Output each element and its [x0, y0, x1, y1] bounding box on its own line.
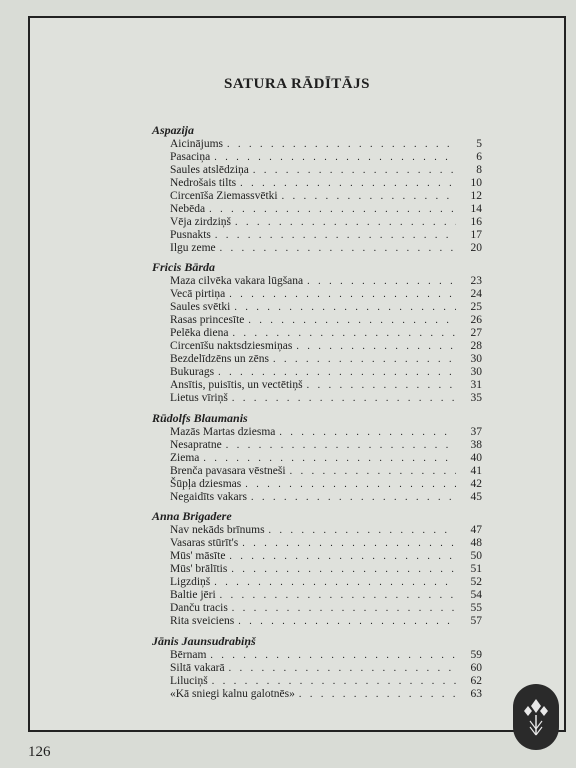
entry-title: Lietus vīriņš: [170, 391, 228, 404]
dot-leader: [307, 276, 456, 289]
entry-title: Bezdelīdzēns un zēns: [170, 353, 269, 366]
entry-title: Rasas princesīte: [170, 314, 245, 327]
toc-section: [152, 123, 482, 254]
dot-leader: [227, 139, 456, 152]
entry-title: «Kā sniegi kalnu galotnēs»: [170, 687, 295, 700]
toc-section: [152, 260, 482, 404]
dot-leader: [229, 663, 456, 676]
toc-entry: [170, 576, 482, 589]
toc-entry: [170, 190, 482, 203]
toc-entry: [170, 275, 482, 288]
author-heading: Aspazija: [152, 123, 195, 137]
toc-entry: [170, 164, 482, 177]
toc-entry: [170, 314, 482, 327]
toc-entry: [170, 216, 482, 229]
entry-page-number: 31: [470, 378, 482, 391]
author-heading: Anna Brigadere: [152, 509, 232, 524]
dot-leader: [245, 479, 456, 492]
toc-entry: [170, 392, 482, 405]
entry-title: Siltā vakarā: [170, 661, 225, 674]
entry-page-number: 24: [470, 288, 482, 301]
entry-page-number: 55: [470, 602, 482, 615]
dot-leader: [215, 230, 456, 243]
dot-leader: [229, 289, 456, 302]
entry-title: Ligzdiņš: [170, 576, 211, 589]
dot-leader: [251, 492, 456, 505]
toc-entry: [170, 491, 482, 504]
toc-section: [152, 634, 482, 701]
entry-title: Baltie jēri: [170, 589, 216, 602]
entry-page-number: 28: [470, 340, 482, 353]
toc-entry: [170, 301, 482, 314]
dot-leader: [209, 204, 456, 217]
dot-leader: [299, 689, 456, 702]
entry-title: Negaidīts vakars: [170, 490, 247, 503]
table-of-contents: [152, 123, 482, 707]
entry-page-number: 47: [470, 524, 482, 537]
dot-leader: [214, 577, 456, 590]
entry-page-number: 20: [470, 241, 482, 254]
entry-title: Mūs' brālītis: [170, 563, 228, 576]
entry-title: Ziema: [170, 451, 200, 464]
entry-title: Mūs' māsīte: [170, 550, 226, 563]
entry-title: Ilgu zeme: [170, 241, 216, 254]
entry-page-number: 5: [476, 138, 482, 150]
toc-entry: [170, 452, 482, 465]
dot-leader: [235, 217, 456, 230]
dot-leader: [238, 616, 456, 629]
toc-entry: [170, 327, 482, 340]
toc-entry: [170, 550, 482, 563]
entry-title: Pelēka diena: [170, 327, 229, 340]
entry-title: Rita sveiciens: [170, 615, 235, 627]
page-title: SATURA RĀDĪTĀJS: [223, 76, 370, 92]
toc-entry: [170, 615, 482, 628]
entry-title: Nesapratne: [170, 438, 222, 451]
toc-entry: [170, 649, 482, 662]
entry-page-number: 6: [476, 150, 482, 163]
entry-title: Saules svētki: [170, 301, 231, 314]
dot-leader: [234, 302, 456, 315]
author-heading: Jānis Jaunsudrabiņš: [152, 633, 256, 648]
entry-title: Pusnakts: [170, 228, 211, 241]
entry-page-number: 60: [470, 661, 482, 674]
toc-entry: [170, 662, 482, 675]
entry-title: Circenīšu naktsdziesmiņas: [170, 340, 293, 353]
dot-leader: [226, 440, 456, 453]
entry-title: Vecā pirtiņa: [170, 288, 226, 301]
toc-entry: [170, 675, 482, 688]
entry-title: Vasaras stūrīt's: [170, 537, 239, 550]
dot-leader: [232, 393, 456, 406]
entry-page-number: 14: [470, 202, 482, 215]
entry-page-number: 30: [470, 353, 482, 366]
toc-entry: [170, 138, 482, 151]
entry-page-number: 62: [470, 674, 482, 687]
entry-page-number: 25: [470, 301, 482, 314]
entry-page-number: 41: [470, 464, 482, 477]
toc-section: [152, 411, 482, 504]
dot-leader: [296, 341, 456, 354]
entry-page-number: 51: [470, 563, 482, 576]
entry-title: Bukurags: [170, 366, 215, 378]
toc-entry: [170, 379, 482, 392]
toc-entry: [170, 478, 482, 491]
dot-leader: [229, 551, 456, 564]
entry-page-number: 42: [470, 477, 482, 490]
toc-entry: [170, 524, 482, 537]
toc-entry: [170, 353, 482, 366]
entry-page-number: 59: [470, 648, 482, 661]
toc-section: [152, 509, 482, 628]
entry-title: Nedrošais tilts: [170, 176, 237, 189]
entry-title: Nebēda: [170, 202, 206, 215]
toc-entry: [170, 688, 482, 701]
toc-entry: [170, 151, 482, 164]
entry-page-number: 27: [470, 327, 482, 340]
toc-entry: [170, 602, 482, 615]
toc-entry: [170, 563, 482, 576]
toc-entry: [170, 203, 482, 216]
entry-page-number: 37: [470, 425, 482, 438]
page-frame: [28, 16, 566, 732]
author-heading: Fricis Bārda: [152, 260, 216, 275]
dot-leader: [279, 427, 456, 440]
toc-entry: [170, 229, 482, 242]
author-heading: Rūdolfs Blaumanis: [152, 410, 248, 425]
dot-leader: [242, 538, 456, 551]
dot-leader: [273, 354, 456, 367]
entry-page-number: 52: [470, 576, 482, 589]
toc-entry: [170, 177, 482, 190]
watermark-logo-icon: [513, 684, 559, 750]
entry-page-number: 16: [470, 215, 482, 228]
entry-title: Saules atslēdziņa: [170, 163, 249, 176]
dot-leader: [282, 191, 456, 204]
toc-entry: [170, 366, 482, 379]
entry-page-number: 8: [476, 163, 482, 176]
entry-page-number: 30: [470, 366, 482, 378]
entry-page-number: 26: [470, 314, 482, 327]
dot-leader: [290, 466, 456, 479]
entry-page-number: 23: [470, 275, 482, 288]
entry-page-number: 63: [470, 687, 482, 700]
entry-page-number: 45: [470, 490, 482, 503]
dot-leader: [231, 564, 456, 577]
toc-entry: [170, 288, 482, 301]
dot-leader: [269, 525, 456, 538]
toc-entry: [170, 439, 482, 452]
dot-leader: [253, 165, 456, 178]
dot-leader: [210, 650, 456, 663]
entry-page-number: 54: [470, 589, 482, 602]
entry-title: Brenča pavasara vēstneši: [170, 464, 286, 477]
diamond-logo-icon: [521, 693, 551, 741]
dot-leader: [307, 380, 456, 393]
entry-title: Bērnam: [170, 648, 207, 661]
dot-leader: [220, 243, 456, 256]
entry-page-number: 35: [470, 391, 482, 404]
entry-title: Mazās Martas dziesma: [170, 425, 276, 438]
toc-entry: [170, 426, 482, 439]
entry-page-number: 40: [470, 451, 482, 464]
toc-entry: [170, 589, 482, 602]
dot-leader: [220, 590, 456, 603]
entry-title: Ansītis, puisītis, un vectētiņš: [170, 378, 303, 391]
entry-title: Danču tracis: [170, 602, 228, 615]
entry-title: Pasaciņa: [170, 150, 211, 163]
entry-title: Šūpļa dziesmas: [170, 477, 242, 490]
dot-leader: [248, 315, 456, 328]
page-number: 126: [28, 744, 51, 760]
entry-page-number: 38: [470, 438, 482, 451]
entry-title: Nav nekāds brīnums: [170, 524, 265, 537]
entry-page-number: 10: [470, 176, 482, 189]
dot-leader: [232, 603, 456, 616]
entry-page-number: 17: [470, 228, 482, 241]
entry-page-number: 48: [470, 537, 482, 550]
entry-title: Aicinājums: [170, 138, 224, 150]
entry-title: Maza cilvēka vakara lūgšana: [170, 275, 304, 288]
toc-entry: [170, 537, 482, 550]
entry-page-number: 12: [470, 189, 482, 202]
entry-page-number: 57: [470, 615, 482, 627]
entry-title: Liluciņš: [170, 674, 208, 687]
toc-entry: [170, 465, 482, 478]
dot-leader: [214, 152, 456, 165]
entry-title: Vēja zirdziņš: [170, 215, 231, 228]
entry-title: Circenīša Ziemassvētki: [170, 189, 278, 202]
toc-entry: [170, 242, 482, 255]
entry-page-number: 50: [470, 550, 482, 563]
toc-entry: [170, 340, 482, 353]
